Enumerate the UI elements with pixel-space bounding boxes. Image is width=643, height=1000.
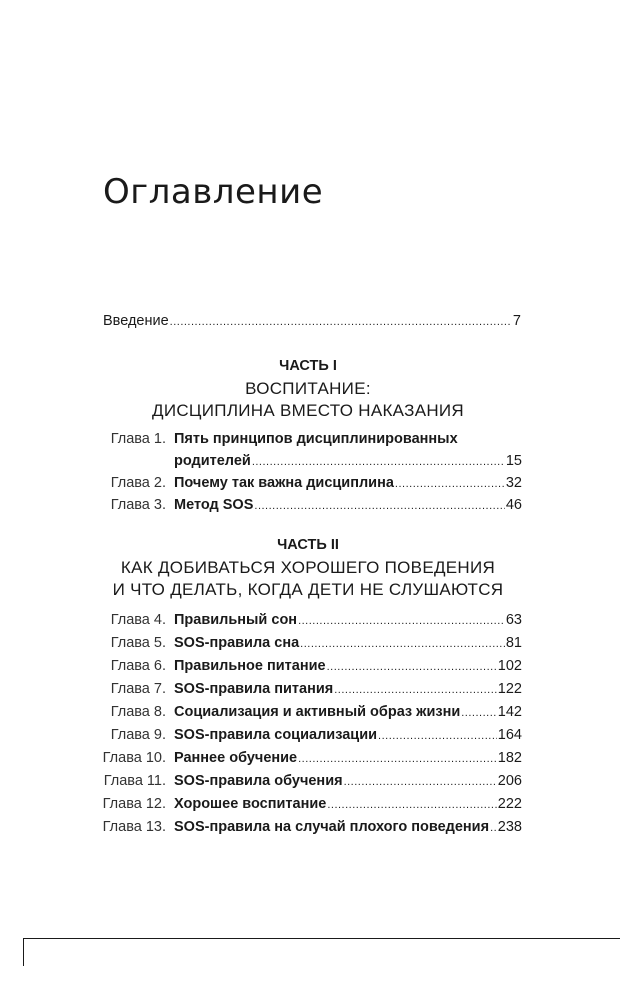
toc-entry-chapter-2[interactable]: [174, 474, 522, 493]
toc-page-number: 32: [505, 475, 522, 491]
part-title-line: КАК ДОБИВАТЬСЯ ХОРОШЕГО ПОВЕДЕНИЯ: [120, 558, 496, 577]
toc-entry-title: SOS-правила социализации: [174, 727, 378, 743]
toc-entry-title: Введение: [103, 313, 169, 329]
toc-page-number: 81: [505, 635, 522, 651]
dot-leader: [344, 773, 497, 791]
toc-entry-chapter-3[interactable]: [174, 496, 522, 515]
chapter-label: Глава 1.: [110, 431, 166, 447]
chapter-label: Глава 9.: [110, 727, 166, 743]
toc-page-number: 7: [512, 313, 521, 329]
chapter-label: Глава 5.: [110, 635, 166, 651]
toc-entry-title: SOS-правила на случай плохого поведения: [174, 819, 490, 835]
chapter-label: Глава 13.: [102, 819, 166, 835]
toc-entry-title: Социализация и активный образ жизни: [174, 704, 461, 720]
toc-entry-chapter-6[interactable]: [174, 657, 522, 676]
part-2-heading: [103, 535, 513, 601]
part-title-line: ДИСЦИПЛИНА ВМЕСТО НАКАЗАНИЯ: [152, 401, 464, 420]
chapter-label: Глава 6.: [110, 658, 166, 674]
dot-leader: [298, 750, 497, 768]
toc-page-number: 182: [497, 750, 522, 766]
chapter-label: Глава 11.: [103, 773, 166, 789]
dot-leader: [378, 727, 497, 745]
toc-entry-title: родителей: [174, 453, 251, 469]
part-title-line: ВОСПИТАНИЕ:: [245, 379, 371, 398]
chapter-label: Глава 2.: [110, 475, 166, 491]
toc-page-number: 238: [497, 819, 522, 835]
bottom-rule: [23, 938, 620, 939]
toc-entry-chapter-10[interactable]: [174, 749, 522, 768]
dot-leader: [327, 796, 496, 814]
toc-entry-title: SOS-правила сна: [174, 635, 300, 651]
dot-leader: [334, 681, 497, 699]
toc-page-number: 164: [497, 727, 522, 743]
part-title-line: И ЧТО ДЕЛАТЬ, КОГДА ДЕТИ НЕ СЛУШАЮТСЯ: [112, 580, 504, 599]
toc-entry-chapter-1-line1[interactable]: [174, 430, 522, 448]
dot-leader: [490, 819, 497, 837]
dot-leader: [252, 453, 505, 471]
toc-entry-title: Хорошее воспитание: [174, 796, 327, 812]
toc-page-number: 46: [505, 497, 522, 513]
toc-entry-chapter-5[interactable]: [174, 634, 522, 653]
toc-page-number: 142: [497, 704, 522, 720]
bottom-corner-tick: [23, 938, 24, 966]
part-number: ЧАСТЬ II: [277, 537, 339, 553]
dot-leader: [461, 704, 497, 722]
toc-page-number: 102: [497, 658, 522, 674]
toc-entry-chapter-13[interactable]: [174, 818, 522, 837]
toc-entry-intro[interactable]: [103, 312, 521, 331]
chapter-label: Глава 12.: [102, 796, 166, 812]
page-title: Оглавление: [103, 172, 324, 212]
toc-entry-title: SOS-правила обучения: [174, 773, 343, 789]
toc-page-number: 63: [505, 612, 522, 628]
dot-leader: [327, 658, 497, 676]
toc-entry-chapter-11[interactable]: [174, 772, 522, 791]
toc-entry-title: Пять принципов дисциплинированных: [174, 431, 458, 447]
part-number: ЧАСТЬ I: [279, 358, 337, 374]
chapter-label: Глава 8.: [110, 704, 166, 720]
dot-leader: [254, 497, 504, 515]
dot-leader: [170, 313, 512, 331]
chapter-label: Глава 7.: [110, 681, 166, 697]
toc-entry-chapter-8[interactable]: [174, 703, 522, 722]
toc-entry-title: Метод SOS: [174, 497, 254, 513]
toc-page-number: 206: [497, 773, 522, 789]
dot-leader: [395, 475, 505, 493]
toc-page-number: 222: [497, 796, 522, 812]
toc-entry-title: Правильный сон: [174, 612, 298, 628]
chapter-label: Глава 4.: [110, 612, 166, 628]
toc-entry-chapter-4[interactable]: [174, 611, 522, 630]
chapter-label: Глава 3.: [110, 497, 166, 513]
chapter-label: Глава 10.: [102, 750, 166, 766]
dot-leader: [300, 635, 505, 653]
toc-entry-chapter-1[interactable]: [174, 452, 522, 471]
toc-entry-title: Раннее обучение: [174, 750, 298, 766]
toc-entry-title: Почему так важна дисциплина: [174, 475, 394, 491]
dot-leader: [298, 612, 505, 630]
toc-page-number: 15: [505, 453, 522, 469]
toc-entry-title: SOS-правила питания: [174, 681, 334, 697]
part-1-heading: [103, 356, 513, 422]
toc-entry-chapter-12[interactable]: [174, 795, 522, 814]
toc-entry-chapter-7[interactable]: [174, 680, 522, 699]
toc-entry-chapter-9[interactable]: [174, 726, 522, 745]
toc-page-number: 122: [497, 681, 522, 697]
toc-entry-title: Правильное питание: [174, 658, 326, 674]
